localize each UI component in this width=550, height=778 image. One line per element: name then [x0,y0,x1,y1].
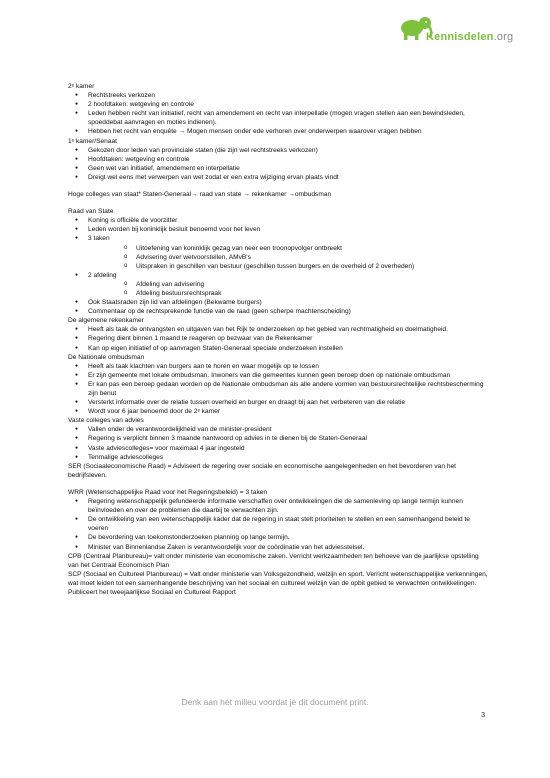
bullet-item: ● 2 hoofdtaken: wetgeving en controle [68,100,488,109]
paragraph: CPB (Centraal Planbureau)= valt onder ministerie van economische zaken. Verricht werkzaamheden ten behoeve van de jaarlijkse opstelling van het Centraal Economisch Plan [68,552,479,569]
bullet-item: ● Regering wetenschappelijk gefundeerde informatie verschaffen over ontwikkelingen die de samenleving op lange termijn kunnen beïnvloeden en over de problemen die daarbij te verwachten zijn. [68,497,488,515]
bullet-item: ● Commentaar op de rechtsprekende functie van de raad (geen scherpe machtenscheiding) [68,307,488,316]
section-heading: Hoge colleges van staat* Staten-Generaal→ raad van state → rekenkamer →ombudsman [68,191,332,199]
bullet-item: ● Ook Staatsraden zijn lid van afdelingen (Bekwame burgers) [68,298,488,307]
bullet-item: ● Kan op eigen initiatief of op aanvragen Staten-Generaal speciale onderzoeken instellen [68,344,488,353]
bullet-item: ● De bevordering van toekomstonderzoeken planning op lange termijn. [68,533,488,542]
bullet-item: ● Leden hebben recht van initiatief, recht van amendement en recht van interpellatie (mogen vragen stellen aan een bewindsleden, spoeddebat aanvragen en moties indienen). [68,109,488,127]
bullet-item: ● Vallen onder de verantwoordelijkheid van de minister-president [68,425,488,434]
section-heading: WRR (Wetenschappelijke Raad voor het Regeringsbeleid) = 3 taken [68,488,268,496]
sub-bullet-item: o Afdeling bestuursrechtspraak [68,289,488,298]
bullet-item: ● Hoofdtaken: wetgeving en controle [68,155,488,164]
section-heading: De Nationale ombudsman [68,353,145,361]
kennisdelen-logo [392,16,522,50]
bullet-item: ● Regering is verplicht binnen 3 maande nantwoord op advies in te dienen bij de Staten-Generaal [68,434,488,443]
bullet-item: ● Er zijn gemeente met lokale ombudsman. Inwoners van die gemeentes kunnen geen beroep doen op nationale ombudsman [68,371,488,380]
bullet-item: ● Versterkt informatie over de relatie tussen overheid en burger en draagt bij aan het verbeteren van die relatie [68,398,488,407]
document-body [68,82,488,597]
paragraph: SCP (Sociaal en Cultureel Planbureau) = Valt onder ministerie van Volksgezondheid, welzijn en sport. Verricht wetenschappelijke verkenningen, wat moet leiden tot een samenhangende beschrijving van het sociaal en cultureel welzijn van de opbit gebied te verwachten ontwikkelingen. Publiceert het tweejaarlijkse Sociaal en Cultureel Rapport [68,570,488,596]
bullet-item: ● Vaste adviescolleges= voor maximaal 4 jaar ingesteld [68,444,488,453]
section-heading: 1ᵉ kamer/Senaat [68,137,117,145]
spacer [68,182,488,190]
bullet-item: ● De ontwikkeling van een wetenschappelijk kader dat de regering in staat stelt prioriteiten te stellen en een samenhangend beleid te voeren [68,515,488,533]
bullet-item: ● Rechtstreeks verkozen [68,91,488,100]
sub-bullet-item: o Uitspraken in geschillen van bestuur (geschillen tussen burgers en de overheid of 2 overheden) [68,262,488,271]
bullet-item: ● Koning is officiële de voorzitter [68,216,488,225]
logo-wordmark: Kennisdelen.org [426,31,514,43]
bullet-item: ● Heeft als taak klachten van burgers aan te horen en waar mogelijk op te lossen [68,362,488,371]
bullet-item: ● Geen wet van initiatief, amendement en interpellatie [68,164,488,173]
bullet-item: ● Regering dient binnen 1 maand te reageren op bezwaar van de Rekenkamer [68,334,488,343]
bullet-item: ● Tenmalige adviescolleges [68,453,488,462]
bullet-item: ● Leden worden bij koninklijk besluit benoemd voor het leven [68,225,488,234]
page-footer: Denk aan het milieu voordat je dit document print. [181,697,369,707]
spacer [68,199,488,207]
bullet-item: ● Heeft als taak de ontvangsten en uitgaven van het Rijk te onderzoeken op het gebied van rechtmatigheid en doelmatigheid. [68,325,488,334]
bullet-item: ● 2 afdeling [68,271,488,280]
bullet-item: ● Dreigt wel eens met verwerpen van wet zodat er een extra wijziging ervan plaats vindt [68,173,488,182]
spacer [68,480,488,488]
bullet-item: ● Er kan pas een beroep gedaan worden op de Nationale ombudsman als alle andere vormen van bestuursrechtelijke rechtsbescherming zijn benut [68,380,488,398]
section-heading: De algemene rekenkamer [68,317,144,325]
sub-bullet-item: o Advisering over wetvoorstellen, AMvB's [68,253,488,262]
section-heading: Raad van State [68,208,114,216]
bullet-item: ● Wordt voor 6 jaar benoemd door de 2ᵉ kamer [68,407,488,416]
bullet-item: ● 3 taken [68,234,488,243]
bullet-item: ● Hebben het recht van enquête → Mogen mensen onder ede verhoren over onderwerpen waarover vragen hebben [68,127,488,136]
sub-bullet-item: o Afdeling van advisering [68,280,488,289]
sub-bullet-item: o Uitoefening van koninklijk gezag van neer een troonopvolger ontbreekt [68,244,488,253]
page-number: 3 [481,712,485,719]
bullet-item: ● Minister van Binnenlandse Zaken is verantwoordelijk voor de coördinatie van het adviesstelsel. [68,543,488,552]
section-heading: 2ᵉ kamer [68,83,95,90]
bullet-item: ● Gekozen door leden van provinciale staten (die zijn wel rechtstreeks verkozen) [68,146,488,155]
paragraph: SER (Sociaaleconomische Raad) = Adviseert de regering over sociale en economische aangelegenheden en het bevorderen van het bedrijfsleven. [68,462,456,479]
section-heading: Vaste colleges van advies [68,417,144,425]
